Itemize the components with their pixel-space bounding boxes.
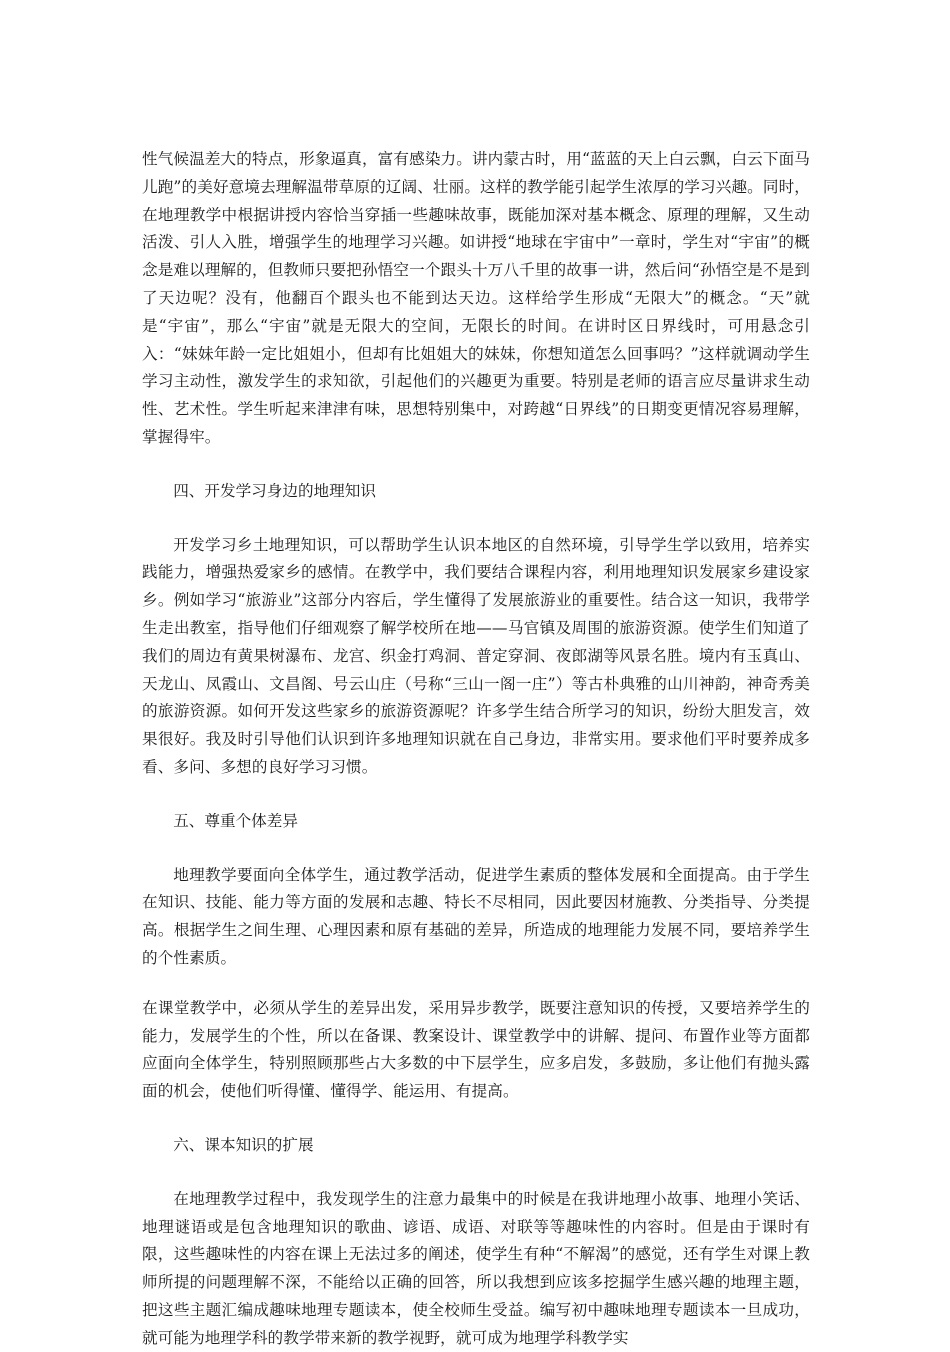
paragraph-individual-differences: 地理教学要面向全体学生，通过教学活动，促进学生素质的整体发展和全面提高。由于学生在知识、技能、能力等方面的发展和志趣、特长不尽相同，因此要因材施教、分类指导、分类提高。根据学生之间生理、心理因素和原有基础的差异，所造成的地理能力发展不同，要培养学生的个性素质。 <box>142 865 810 967</box>
paragraph-textbook-extension: 在地理教学过程中，我发现学生的注意力最集中的时候是在我讲地理小故事、地理小笑话、地理谜语或是包含地理知识的歌曲、谚语、成语、对联等等趣味性的内容时。但是由于课时有限，这些趣味性的内容在课上无法过多的阐述，使学生有种“不解渴”的感觉，还有学生对课上教师所提的问题理解不深，不能给以正确的回答，所以我想到应该多挖掘学生感兴趣的地理主题，把这些主题汇编成趣味地理专题读本，使全校师生受益。编写初中趣味地理专题读本一旦成功，就可能为地理学科的教学带来新的教学视野，就可成为地理学科教学实 <box>142 1189 810 1347</box>
section-heading-5: 五、尊重个体差异 <box>173 811 298 830</box>
section-heading-6: 六、课本知识的扩展 <box>173 1135 314 1154</box>
section-heading-4: 四、开发学习身边的地理知识 <box>173 481 376 500</box>
paragraph-intro: 性气候温差大的特点，形象逼真，富有感染力。讲内蒙古时，用“蓝蓝的天上白云飘，白云下面马儿跑”的美好意境去理解温带草原的辽阔、壮丽。这样的教学能引起学生浓厚的学习兴趣。同时，在地理教学中根据讲授内容恰当穿插一些趣味故事，既能加深对基本概念、原理的理解，又生动活泼、引人入胜，增强学生的地理学习兴趣。如讲授“地球在宇宙中”一章时，学生对“宇宙”的概念是难以理解的，但教师只要把孙悟空一个跟头十万八千里的故事一讲，然后问“孙悟空是不是到了天边呢？没有，他翻百个跟头也不能到达天边。这样给学生形成“无限大”的概念。“天”就是“宇宙”，那么“宇宙”就是无限大的空间，无限长的时间。在讲时区日界线时，可用悬念引入：“妹妹年龄一定比姐姐小，但却有比姐姐大的妹妹，你想知道怎么回事吗？”这样就调动学生学习主动性，激发学生的求知欲，引起他们的兴趣更为重要。特别是老师的语言应尽量讲求生动性、艺术性。学生听起来津津有味，思想特别集中，对跨越“日界线”的日期变更情况容易理解，掌握得牢。 <box>142 150 810 446</box>
paragraph-local-geography: 开发学习乡土地理知识，可以帮助学生认识本地区的自然环境，引导学生学以致用，培养实践能力，增强热爱家乡的感情。在教学中，我们要结合课程内容，利用地理知识发展家乡建设家乡。例如学习“旅游业”这部分内容后，学生懂得了发展旅游业的重要性。结合这一知识，我带学生走出教室，指导他们仔细观察了解学校所在地——马官镇及周围的旅游资源。使学生们知道了我们的周边有黄果树瀑布、龙宫、织金打鸡洞、普定穿洞、夜郎湖等风景名胜。境内有玉真山、天龙山、凤霞山、文昌阁、号云山庄（号称“三山一阁一庄”）等古朴典雅的山川神韵，神奇秀美的旅游资源。如何开发这些家乡的旅游资源呢？许多学生结合所学习的知识，纷纷大胆发言，效果很好。我及时引导他们认识到许多地理知识就在自己身边，非常实用。要求他们平时要养成多看、多问、多想的良好学习习惯。 <box>142 535 810 776</box>
document-page <box>142 146 810 1352</box>
paragraph-classroom-teaching: 在课堂教学中，必须从学生的差异出发，采用异步教学，既要注意知识的传授，又要培养学生的能力，发展学生的个性，所以在备课、教案设计、课堂教学中的讲解、提问、布置作业等方面都应面向全体学生，特别照顾那些占大多数的中下层学生，应多启发，多鼓励，多让他们有抛头露面的机会，使他们听得懂、懂得学、能运用、有提高。 <box>142 998 810 1101</box>
